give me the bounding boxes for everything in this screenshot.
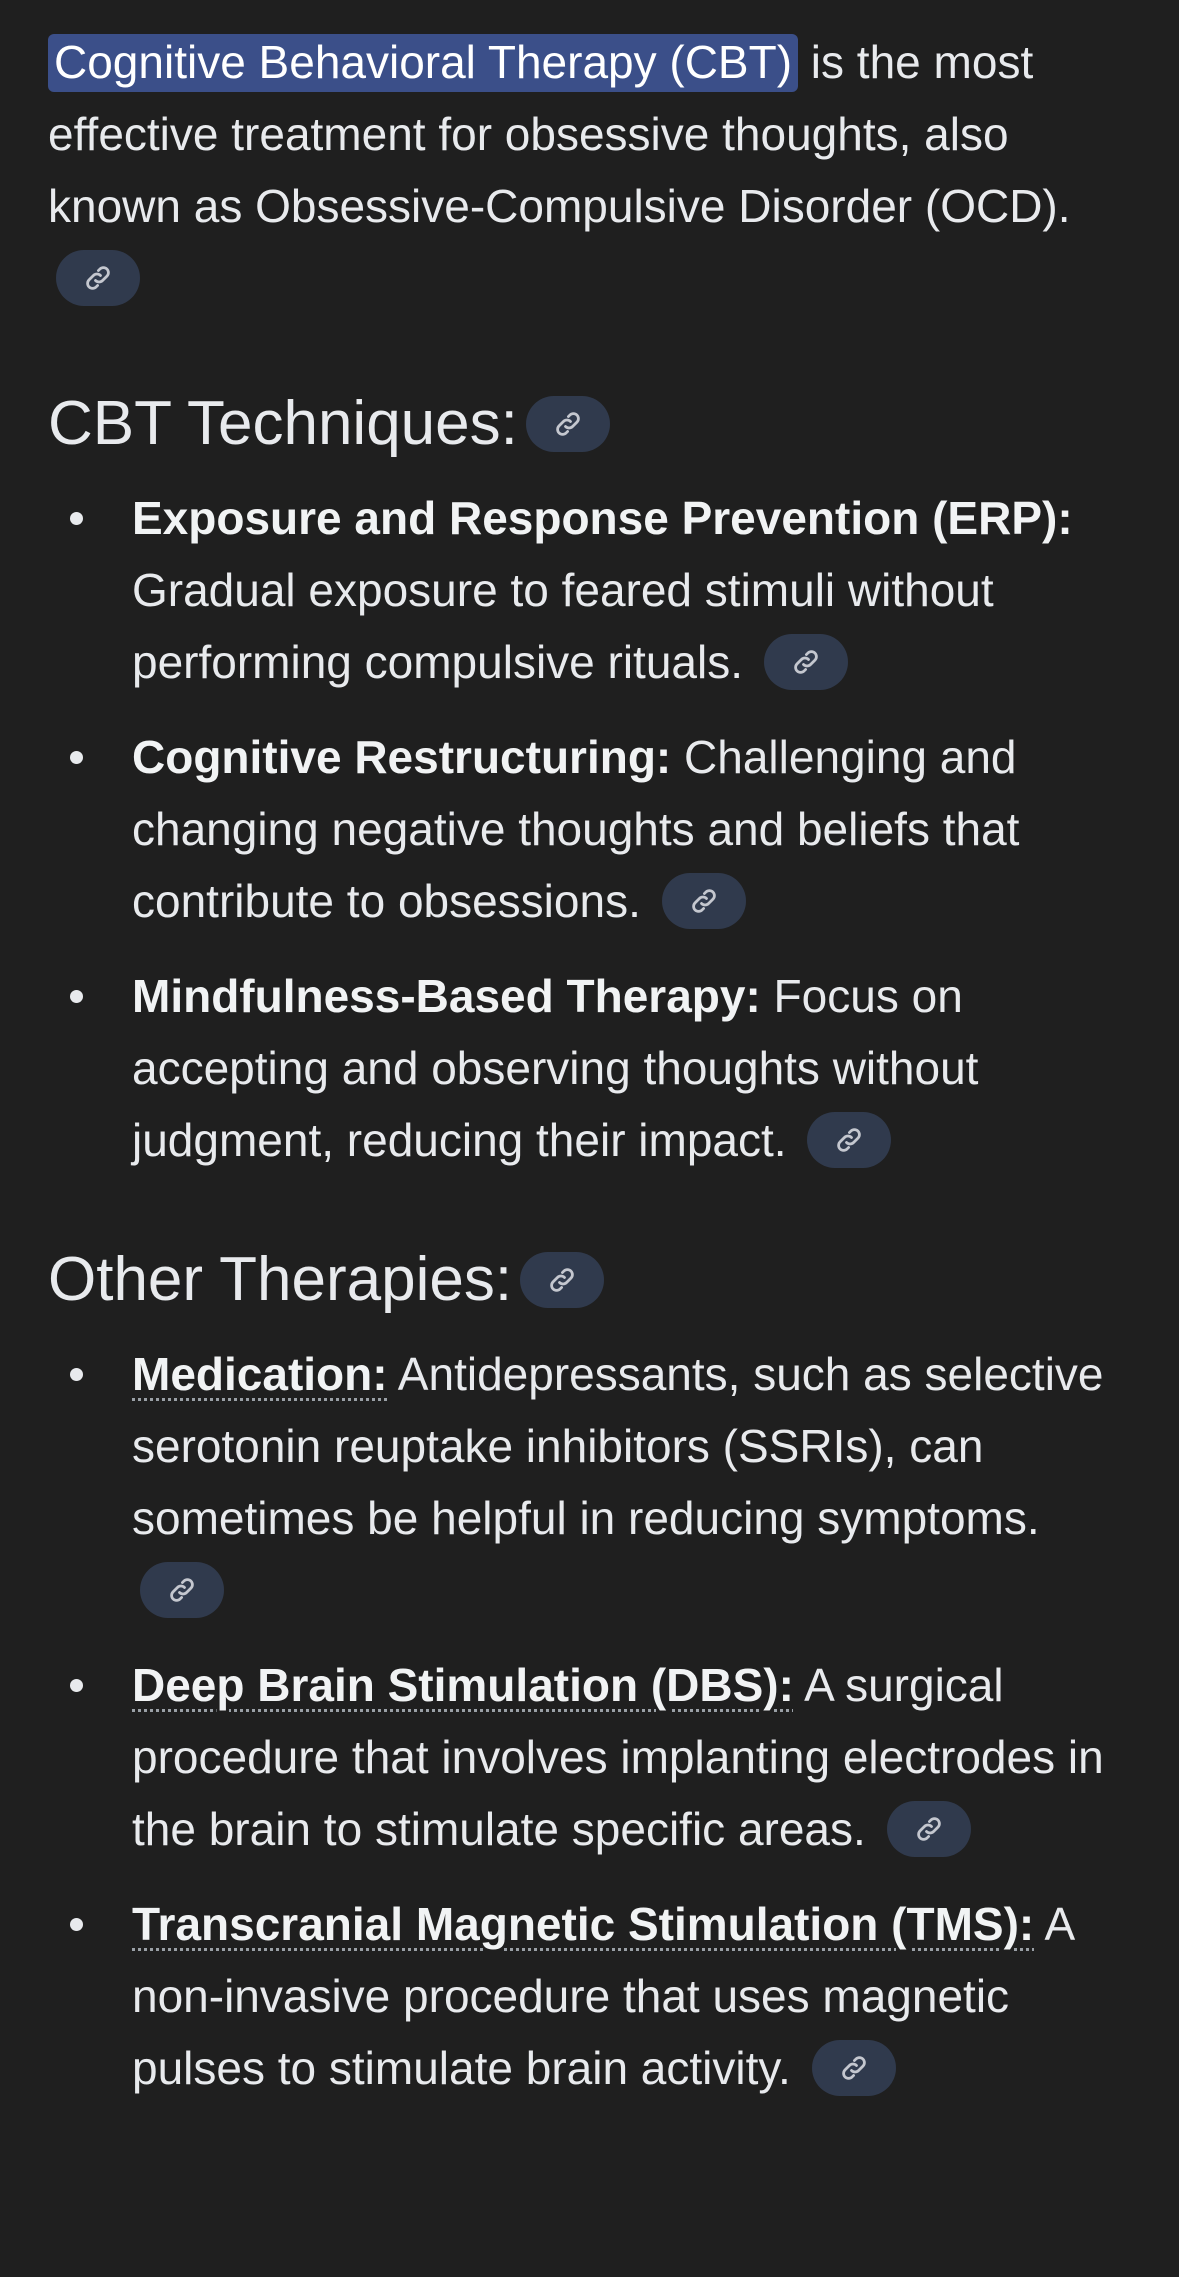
link-icon (167, 1575, 197, 1605)
bullet (70, 751, 83, 764)
term-label: Cognitive Restructuring: (132, 731, 672, 783)
source-link-chip[interactable] (56, 250, 140, 306)
link-icon (839, 2053, 869, 2083)
source-link-chip[interactable] (807, 1112, 891, 1168)
intro-text: is the most effective treatment for obsessive thoughts, also known as Obsessive-Compulsive Disorder (OCD). (48, 36, 1071, 232)
bullet (70, 1679, 83, 1692)
item-description: Antidepressants, such as selective serotonin reuptake inhibitors (SSRIs), can sometimes be helpful in reducing symptoms. (132, 1348, 1104, 1544)
highlighted-term[interactable]: Cognitive Behavioral Therapy (CBT) (48, 34, 798, 92)
list-item (48, 721, 1135, 937)
link-icon (553, 409, 583, 439)
link-icon (83, 263, 113, 293)
term-link[interactable]: Medication: (132, 1348, 388, 1400)
source-link-chip[interactable] (764, 634, 848, 690)
section-heading-other (48, 1240, 1135, 1320)
bullet (70, 1368, 83, 1381)
item-description: Challenging and changing negative thoughts and beliefs that contribute to obsessions. (132, 731, 1020, 927)
link-icon (834, 1125, 864, 1155)
link-icon (914, 1814, 944, 1844)
section-heading-cbt (48, 384, 1135, 464)
item-description: Focus on accepting and observing thoughts without judgment, reducing their impact. (132, 970, 979, 1166)
bullet (70, 990, 83, 1003)
bullet (70, 512, 83, 525)
link-icon (689, 886, 719, 916)
section-heading-text: CBT Techniques: (48, 389, 518, 458)
source-link-chip[interactable] (140, 1562, 224, 1618)
list-item (48, 1649, 1135, 1865)
source-link-chip[interactable] (812, 2040, 896, 2096)
intro-paragraph (48, 26, 1135, 314)
source-link-chip[interactable] (662, 873, 746, 929)
term-link[interactable]: Deep Brain Stimulation (DBS): (132, 1659, 794, 1711)
term-label: Exposure and Response Prevention (ERP): (132, 492, 1073, 544)
list-item (48, 1338, 1135, 1626)
item-description: A surgical procedure that involves implanting electrodes in the brain to stimulate specific areas. (132, 1659, 1104, 1855)
source-link-chip[interactable] (887, 1801, 971, 1857)
other-therapies-list (48, 1338, 1135, 2104)
term-label: Mindfulness-Based Therapy: (132, 970, 761, 1022)
list-item (48, 1888, 1135, 2104)
source-link-chip[interactable] (526, 396, 610, 452)
link-icon (791, 647, 821, 677)
list-item (48, 960, 1135, 1176)
cbt-techniques-list (48, 482, 1135, 1176)
term-link[interactable]: Transcranial Magnetic Stimulation (TMS): (132, 1898, 1035, 1950)
section-heading-text: Other Therapies: (48, 1245, 513, 1314)
link-icon (547, 1265, 577, 1295)
bullet (70, 1918, 83, 1931)
item-description: A non-invasive procedure that uses magnetic pulses to stimulate brain activity. (132, 1898, 1073, 2094)
list-item (48, 482, 1135, 698)
item-description: Gradual exposure to feared stimuli without performing compulsive rituals. (132, 564, 994, 688)
source-link-chip[interactable] (520, 1252, 604, 1308)
